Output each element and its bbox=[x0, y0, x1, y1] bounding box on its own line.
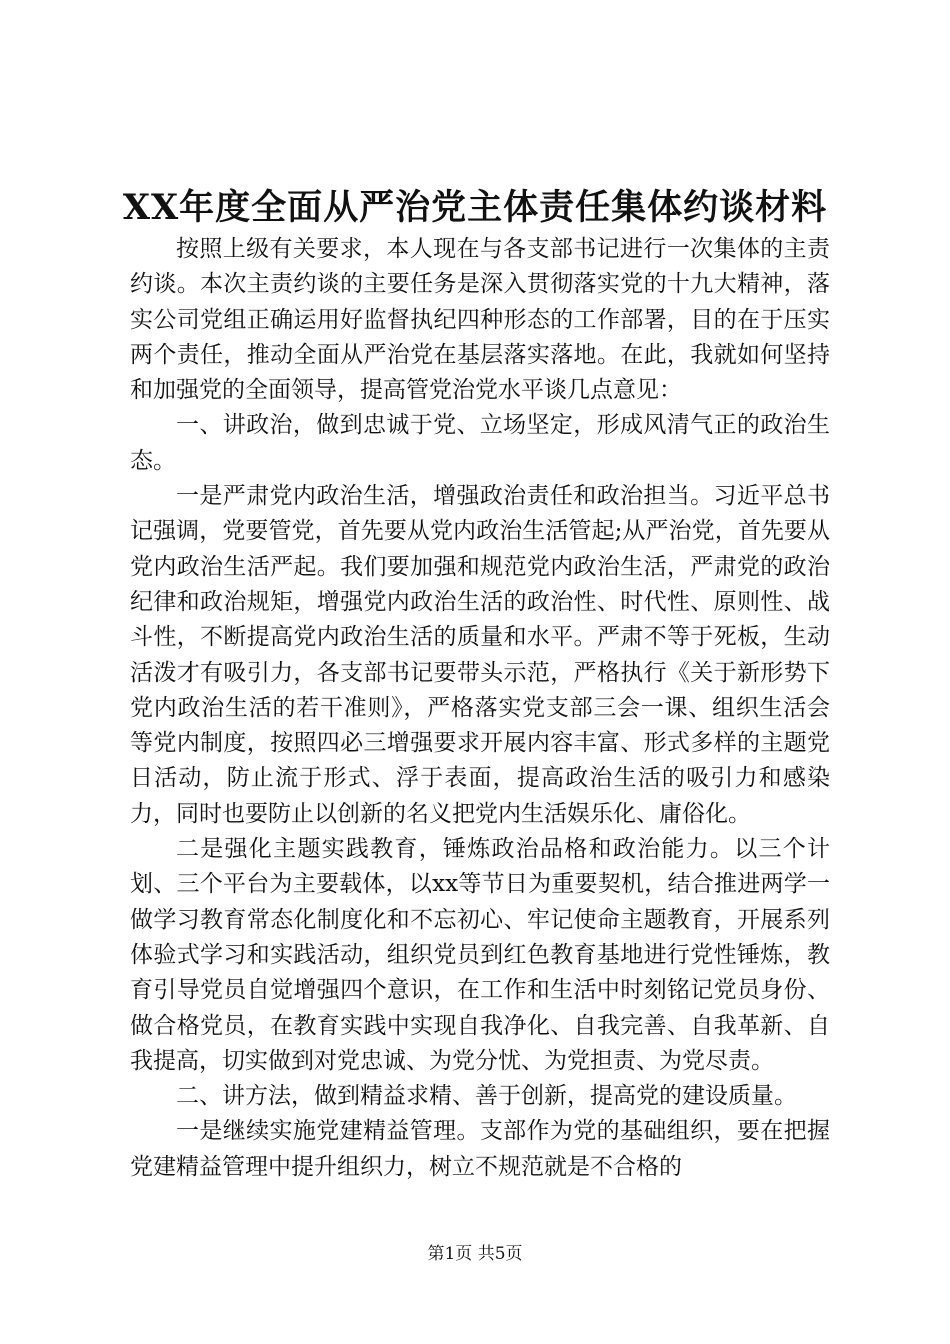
paragraph-intro: 按照上级有关要求，本人现在与各支部书记进行一次集体的主责约谈。本次主责约谈的主要任务是深入贯彻落实党的十九大精神，落实公司党组正确运用好监督执纪四种形态的工作部署，目的在于压实两个责任，推动全面从严治党在基层落实落地。在此，我就如何坚持和加强党的全面领导，提高管党治党水平谈几点意见： bbox=[130, 236, 830, 404]
document-body bbox=[130, 232, 830, 1185]
section-heading-2: 二、讲方法，做到精益求精、善于创新，提高党的建设质量。 bbox=[176, 1083, 797, 1110]
paragraph-2-1: 一是继续实施党建精益管理。支部作为党的基础组织，要在把握党建精益管理中提升组织力，树立不规范就是不合格的 bbox=[130, 1118, 830, 1180]
document-title: XX年度全面从严治党主体责任集体约谈材料 bbox=[122, 187, 828, 228]
paragraph-1-2: 二是强化主题实践教育，锤炼政治品格和政治能力。以三个计划、三个平台为主要载体，以xx等节日为重要契机，结合推进两学一做学习教育常态化制度化和不忘初心、牢记使命主题教育，开展系列体验式学习和实践活动，组织党员到红色教育基地进行党性锤炼，教育引导党员自觉增强四个意识，在工作和生活中时刻铭记党员身份、做合格党员，在教育实践中实现自我净化、自我完善、自我革新、自我提高，切实做到对党忠诚、为党分忧、为党担责、为党尽责。 bbox=[130, 836, 830, 1074]
paragraph-1-1: 一是严肃党内政治生活，增强政治责任和政治担当。习近平总书记强调，党要管党，首先要从党内政治生活管起;从严治党，首先要从党内政治生活严起。我们要加强和规范党内政治生活，严肃党的政治纪律和政治规矩，增强党内政治生活的政治性、时代性、原则性、战斗性，不断提高党内政治生活的质量和水平。严肃不等于死板，生动活泼才有吸引力，各支部书记要带头示范，严格执行《关于新形势下党内政治生活的若干准则》，严格落实党支部三会一课、组织生活会等党内制度，按照四必三增强要求开展内容丰富、形式多样的主题党日活动，防止流于形式、浮于表面，提高政治生活的吸引力和感染力，同时也要防止以创新的名义把党内生活娱乐化、庸俗化。 bbox=[130, 483, 830, 827]
page-footer: 第1页 共5页 bbox=[427, 1244, 523, 1264]
section-heading-1: 一、讲政治，做到忠诚于党、立场坚定，形成风清气正的政治生态。 bbox=[130, 412, 830, 474]
